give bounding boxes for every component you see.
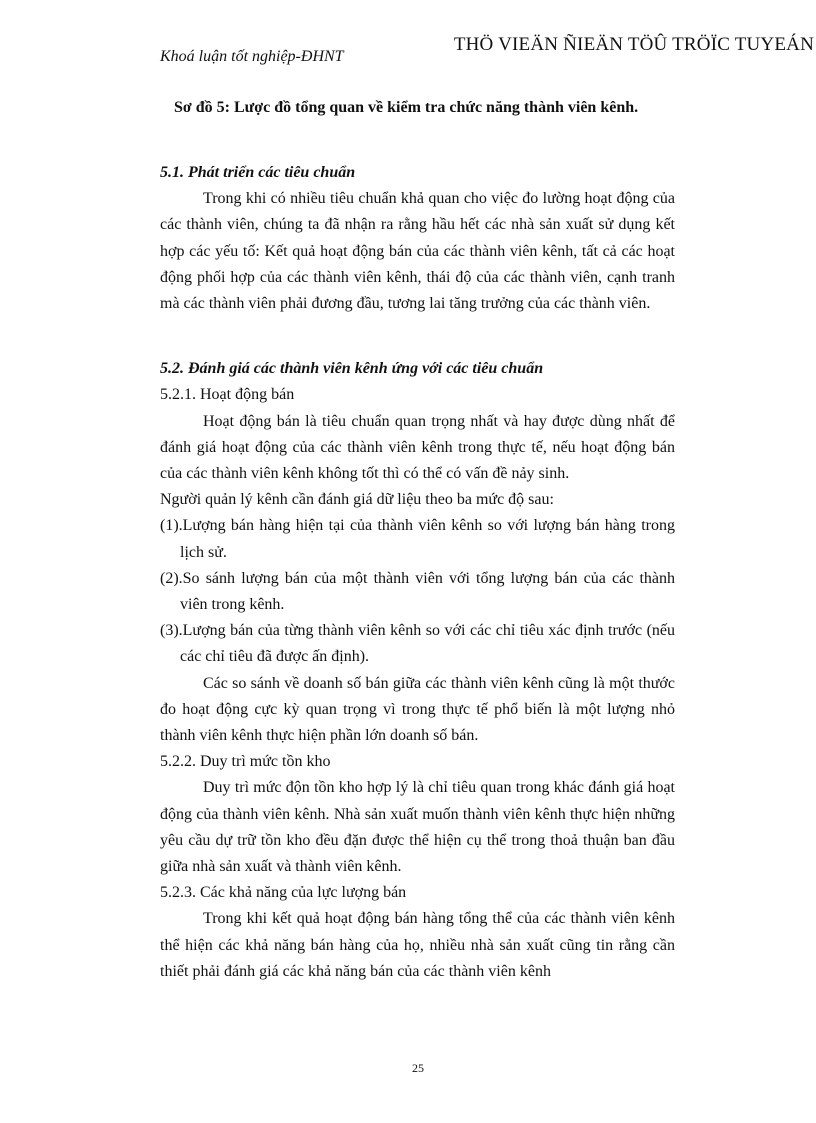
spacer bbox=[160, 317, 675, 356]
watermark-text: THÖ VIEÄN ÑIEÄN TÖÛ TRÖÏC TUYEÁN bbox=[453, 34, 814, 55]
paragraph-5-1: Trong khi có nhiều tiêu chuẩn khả quan cho việc đo lường hoạt động của các thành viên, chúng ta đã nhận ra rằng hầu hết các nhà sản xuất sử dụng kết hợp các yếu tố: Kết quả hoạt động bán của các thành viên kênh, tất cả các hoạt động phối hợp của các thành viên kênh, thái độ của các thành viên, cạnh tranh mà các thành viên phải đương đầu, tương lai tăng trưởng của các thành viên. bbox=[160, 190, 675, 313]
diagram-title: Sơ đồ 5: Lược đồ tổng quan về kiểm tra chức năng thành viên kênh. bbox=[174, 99, 639, 116]
page-number: 25 bbox=[412, 1061, 424, 1075]
paragraph-5-2-3: Trong khi kết quả hoạt động bán hàng tổng thể của các thành viên kênh thể hiện các khả năng bán hàng của họ, nhiều nhà sản xuất cũng tin rằng cần thiết phải đánh giá các khả năng bán của các thành viên kênh bbox=[160, 910, 675, 980]
paragraph-5-2-2: Duy trì mức độn tồn kho hợp lý là chỉ tiêu quan trong khác đánh giá hoạt động của thành viên kênh. Nhà sản xuất muốn thành viên kênh thực hiện những yêu cầu dự trữ tồn kho đều đặn được thể hiện cụ thể trong thoả thuận ban đầu giữa nhà sản xuất và thành viên kênh. bbox=[160, 779, 675, 876]
running-head: Khoá luận tốt nghiệp-ĐHNT bbox=[160, 48, 344, 65]
paragraph-5-2-1-intro: Người quản lý kênh cần đánh giá dữ liệu theo ba mức độ sau: bbox=[160, 491, 554, 509]
section-heading-5-2: 5.2. Đánh giá các thành viên kênh ứng với các tiêu chuẩn bbox=[160, 360, 544, 378]
subsection-heading-5-2-1: 5.2.1. Hoạt động bán bbox=[160, 386, 295, 404]
section-heading-5-1: 5.1. Phát triển các tiêu chuẩn bbox=[160, 164, 356, 181]
subsection-heading-5-2-2: 5.2.2. Duy trì mức tồn kho bbox=[160, 753, 331, 771]
list-item: (1).Lượng bán hàng hiện tại của thành viên kênh so với lượng bán hàng trong lịch sử. bbox=[160, 517, 675, 561]
page-body bbox=[160, 94, 675, 985]
subsection-heading-5-2-3: 5.2.3. Các khả năng của lực lượng bán bbox=[160, 884, 407, 902]
list-item: (2).So sánh lượng bán của một thành viên với tổng lượng bán của các thành viên trong kênh. bbox=[160, 569, 675, 614]
spacer bbox=[160, 121, 675, 160]
paragraph-5-2-1-b: Các so sánh về doanh số bán giữa các thành viên kênh cũng là một thước đo hoạt động cực kỳ quan trọng vì trong thực tế phổ biến là một lượng nhỏ thành viên kênh thực hiện phần lớn doanh số bán. bbox=[160, 674, 675, 745]
list-item: (3).Lượng bán của từng thành viên kênh so với các chỉ tiêu xác định trước (nếu các chỉ tiêu đã được ấn định). bbox=[160, 622, 675, 666]
paragraph-5-2-1-a: Hoạt động bán là tiêu chuẩn quan trọng nhất và hay được dùng nhất để đánh giá hoạt động của các thành viên kênh trong thực tế, nếu hoạt động bán của các thành viên kênh không tốt thì có thể có vấn đề nảy sinh. bbox=[160, 412, 675, 483]
